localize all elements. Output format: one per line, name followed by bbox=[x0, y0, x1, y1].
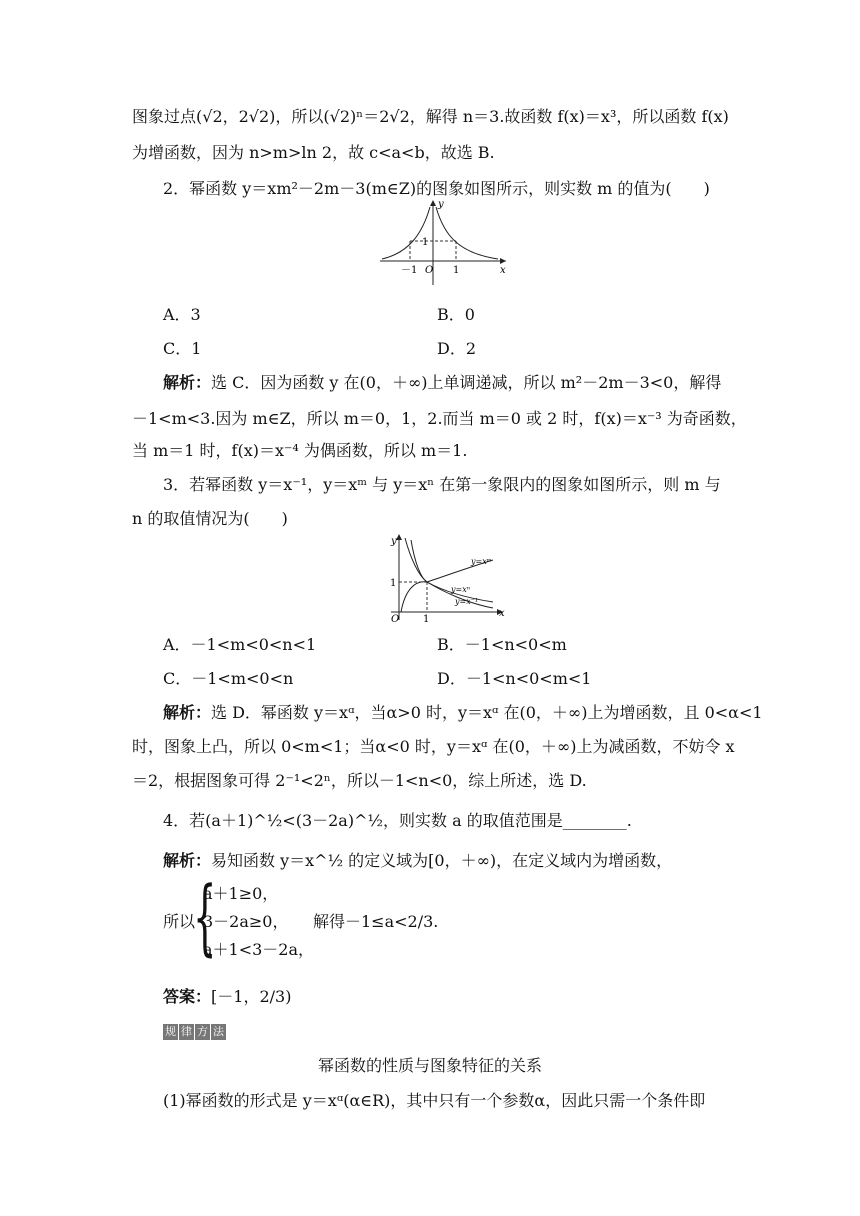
inequality-2: 3－2a≥0， bbox=[203, 912, 289, 931]
origin-label: O bbox=[391, 614, 400, 622]
analysis-2-line-2: －1<m<3.因为 m∈Z，所以 m＝0，1，2.而当 m＝0 或 2 时，f(x)＝x⁻³ 为奇函数， bbox=[132, 409, 747, 428]
answer-value: [－1，2/3) bbox=[211, 987, 292, 1006]
so-label: 所以 bbox=[163, 912, 196, 931]
tag-char-4: 法 bbox=[213, 1025, 224, 1038]
x-tick-neg1: －1 bbox=[401, 265, 418, 276]
analysis-label: 解析： bbox=[163, 851, 212, 870]
inequality-3: a＋1<3－2a， bbox=[203, 940, 315, 959]
figure-even-power-function bbox=[370, 195, 520, 287]
section-title: 幂函数的性质与图象特征的关系 bbox=[317, 1056, 542, 1075]
solution: 解得－1≤a<2/3. bbox=[313, 912, 439, 931]
tag-char-3: 方 bbox=[197, 1025, 208, 1038]
origin-label: O bbox=[425, 265, 434, 276]
question-3-line-2: n 的取值情况为( ) bbox=[132, 509, 288, 528]
option-3a: A．－1<m<0<n<1 bbox=[163, 635, 317, 654]
y-tick-1: 1 bbox=[390, 578, 397, 589]
tag-char-2: 律 bbox=[181, 1025, 192, 1038]
section-text-1: (1)幂函数的形式是 y＝xᵅ(α∈R)，其中只有一个参数α，因此只需一个条件即 bbox=[163, 1091, 706, 1110]
x-tick-1: 1 bbox=[423, 614, 430, 622]
analysis-label: 解析： bbox=[163, 703, 212, 722]
option-3b: B．－1<n<0<m bbox=[437, 635, 567, 654]
analysis-3-text-1: 选 D．幂函数 y＝xᵅ，当α>0 时，y＝xᵅ 在(0，＋∞)上为增函数，且 0<α<1 bbox=[211, 703, 763, 722]
analysis-3-line-1 bbox=[163, 700, 763, 723]
option-2b: B．0 bbox=[437, 305, 475, 324]
y-tick-1: 1 bbox=[422, 237, 429, 248]
analysis-2-line-1 bbox=[163, 370, 721, 393]
option-2d: D．2 bbox=[437, 339, 477, 358]
curve-label-x-inverse: y=x⁻¹ bbox=[455, 597, 479, 606]
x-axis-label: x bbox=[500, 265, 506, 276]
text-line-1: 图象过点(√2，2√2)，所以(√2)ⁿ＝2√2，解得 n＝3.故函数 f(x)＝x³，所以函数 f(x) bbox=[132, 107, 729, 126]
figure-power-functions-first-quadrant bbox=[375, 530, 510, 622]
question-2: 2．幂函数 y＝xm²－2m－3(m∈Z)的图象如图所示，则实数 m 的值为( ) bbox=[163, 179, 710, 198]
answer-line bbox=[163, 984, 291, 1007]
question-3-line-1: 3．若幂函数 y＝x⁻¹，y＝xᵐ 与 y＝xⁿ 在第一象限内的图象如图所示，则 m 与 bbox=[163, 475, 721, 494]
analysis-2-line-3: 当 m＝1 时，f(x)＝x⁻⁴ 为偶函数，所以 m＝1. bbox=[132, 441, 468, 460]
method-tag bbox=[163, 1024, 226, 1040]
inequality-1: a＋1≥0， bbox=[203, 884, 279, 903]
analysis-3-line-3: ＝2，根据图象可得 2⁻¹<2ⁿ，所以－1<n<0，综上所述，选 D. bbox=[132, 771, 587, 790]
x-tick-1: 1 bbox=[453, 265, 460, 276]
y-axis-label: y bbox=[438, 199, 444, 210]
analysis-4-text-1: 易知函数 y＝x^½ 的定义域为[0，＋∞)，在定义域内为增函数， bbox=[211, 851, 673, 870]
analysis-2-text-1: 选 C．因为函数 y 在(0，＋∞)上单调递减，所以 m²－2m－3<0，解得 bbox=[211, 373, 722, 392]
x-axis-label: x bbox=[499, 608, 505, 619]
option-2c: C．1 bbox=[163, 339, 202, 358]
text-line-2: 为增函数，因为 n>m>ln 2，故 c<a<b，故选 B. bbox=[132, 143, 495, 162]
option-3d: D．－1<n<0<m<1 bbox=[437, 669, 592, 688]
tag-char-1: 规 bbox=[165, 1025, 176, 1038]
curve-label-xm: y=xᵐ bbox=[471, 557, 492, 566]
question-4: 4．若(a＋1)^½<(3－2a)^½，则实数 a 的取值范围是________. bbox=[163, 811, 632, 830]
brace: { bbox=[193, 870, 217, 965]
curve-label-xn: y=xⁿ bbox=[451, 585, 470, 594]
y-axis-label: y bbox=[391, 536, 397, 547]
analysis-3-line-2: 时，图象上凸，所以 0<m<1；当α<0 时，y＝xᵅ 在(0，＋∞)上为减函数，不妨令 x bbox=[132, 737, 735, 756]
option-2a: A．3 bbox=[163, 305, 201, 324]
answer-label: 答案： bbox=[163, 987, 212, 1006]
analysis-label: 解析： bbox=[163, 373, 212, 392]
analysis-4-line-1 bbox=[163, 848, 672, 871]
option-3c: C．－1<m<0<n bbox=[163, 669, 294, 688]
